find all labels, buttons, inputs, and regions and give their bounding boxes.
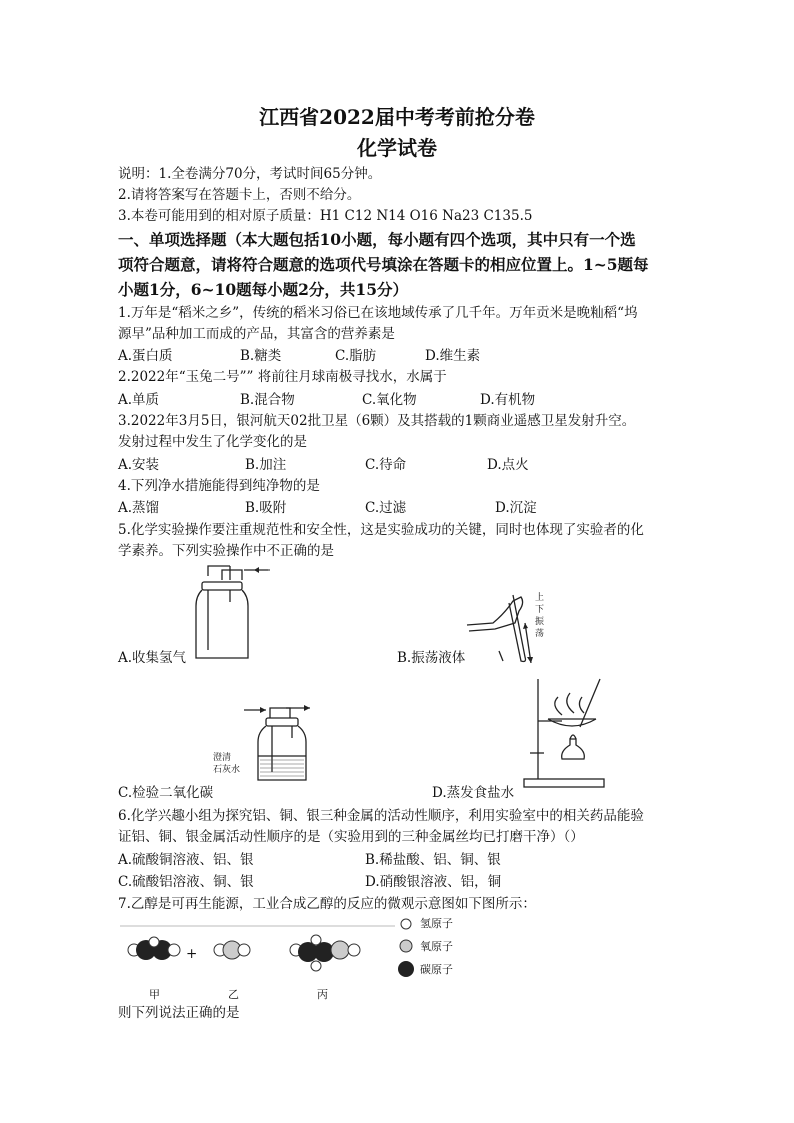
q5-option-d: D.蒸发食盐水: [432, 785, 515, 801]
figure-q7-molecules: [120, 920, 395, 982]
q7-molecule-jia: 甲: [149, 988, 160, 1001]
note-1: 说明：1.全卷满分70分，考试时间65分钟。: [118, 166, 382, 182]
q3-option-d: D.点火: [487, 457, 529, 473]
exam-title: 江西省2022届中考考前抢分卷: [259, 105, 535, 129]
q6-option-b: B.稀盐酸、铝、铜、银: [365, 852, 501, 868]
q6-stem-line-1: 6.化学兴趣小组为探究铝、铜、银三种金属的活动性顺序，利用实验室中的相关药品能验: [118, 808, 644, 824]
exam-subtitle: 化学试卷: [357, 136, 437, 160]
q1-stem-line-2: 源早”品种加工而成的产品，其富含的营养素是: [118, 326, 395, 342]
q4-option-b: B.吸附: [245, 500, 287, 516]
q6-option-a: A.硫酸铜溶液、铝、银: [118, 852, 254, 868]
q2-stem: 2.2022年“玉兔二号”” 将前往月球南极寻找水，水属于: [118, 369, 447, 385]
figure-a-gas-collection: [190, 562, 275, 662]
q4-option-d: D.沉淀: [495, 500, 537, 516]
q7-legend-icons: [398, 916, 414, 980]
q4-option-c: C.过滤: [365, 500, 407, 516]
q1-option-d: D.维生素: [425, 348, 481, 364]
q4-stem: 4.下列净水措施能得到纯净物的是: [118, 478, 320, 494]
q3-stem-line-2: 发射过程中发生了化学变化的是: [118, 434, 307, 450]
section-heading-line-2: 项符合题意，请将符合题意的选项代号填涂在答题卡的相应位置上。1~5题每: [118, 255, 649, 274]
figure-c-co2-test: [240, 700, 320, 782]
fig-c-label-1: 澄清: [213, 753, 232, 763]
section-heading-line-3: 小题1分，6~10题每小题2分，共15分）: [118, 280, 408, 299]
fig-c-label-2: 石灰水: [213, 765, 241, 775]
note-2: 2.请将答案写在答题卡上，否则不给分。: [118, 187, 361, 203]
q3-option-a: A.安装: [118, 457, 160, 473]
q4-option-a: A.蒸馏: [118, 500, 160, 516]
q7-molecule-bing: 丙: [317, 988, 328, 1001]
q7-molecule-yi: 乙: [228, 988, 239, 1001]
legend-oxygen: 氧原子: [420, 940, 453, 953]
q7-tail: 则下列说法正确的是: [118, 1005, 240, 1021]
q5-stem-line-1: 5.化学实验操作要注重规范性和安全性，这是实验成功的关键，同时也体现了实验者的化: [118, 522, 644, 538]
fig-b-label-4: 荡: [535, 629, 545, 639]
note-3: 3.本卷可能用到的相对原子质量：H1 C12 N14 O16 Na23 C135.5: [118, 208, 533, 224]
q3-option-c: C.待命: [365, 457, 407, 473]
q2-option-c: C.氧化物: [362, 392, 417, 408]
q1-option-b: B.糖类: [240, 348, 282, 364]
q2-option-a: A.单质: [118, 392, 160, 408]
q3-option-b: B.加注: [245, 457, 287, 473]
q6-option-d: D.硝酸银溶液、铝，铜: [365, 874, 502, 890]
fig-b-label-2: 下: [535, 605, 545, 615]
q7-plus-sign: +: [186, 946, 198, 962]
legend-carbon: 碳原子: [420, 963, 453, 976]
q3-stem-line-1: 3.2022年3月5日，银河航天02批卫星（6颗）及其搭载的1颗商业遥感卫星发射升空。: [118, 413, 636, 429]
q7-stem: 7.乙醇是可再生能源，工业合成乙醇的反应的微观示意图如下图所示：: [118, 896, 536, 912]
figure-b-shaking-liquid: [465, 583, 560, 663]
q1-option-a: A.蛋白质: [118, 348, 173, 364]
q1-option-c: C.脂肪: [335, 348, 377, 364]
fig-b-label-1: 上: [535, 593, 545, 603]
q5-option-b: B.振荡液体: [397, 650, 466, 666]
q2-option-b: B.混合物: [240, 392, 295, 408]
fig-b-label-3: 振: [535, 617, 545, 627]
q5-stem-line-2: 学素养。下列实验操作中不正确的是: [118, 543, 334, 559]
q5-option-c: C.检验二氧化碳: [118, 785, 214, 801]
q5-option-a: A.收集氢气: [118, 650, 187, 666]
section-heading-line-1: 一、单项选择题（本大题包括10小题，每小题有四个选项，其中只有一个选: [118, 230, 636, 249]
q2-option-d: D.有机物: [480, 392, 536, 408]
legend-hydrogen: 氢原子: [420, 917, 453, 930]
figure-d-evaporation: [520, 675, 610, 790]
q6-stem-line-2: 证铝、铜、银金属活动性顺序的是（实验用到的三种金属丝均已打磨干净）（）: [118, 829, 584, 845]
q6-option-c: C.硫酸铝溶液、铜、银: [118, 874, 254, 890]
q1-stem-line-1: 1.万年是“稻米之乡”，传统的稻米习俗已在该地域传承了几千年。万年贡米是晚籼稻“坞: [118, 305, 638, 321]
